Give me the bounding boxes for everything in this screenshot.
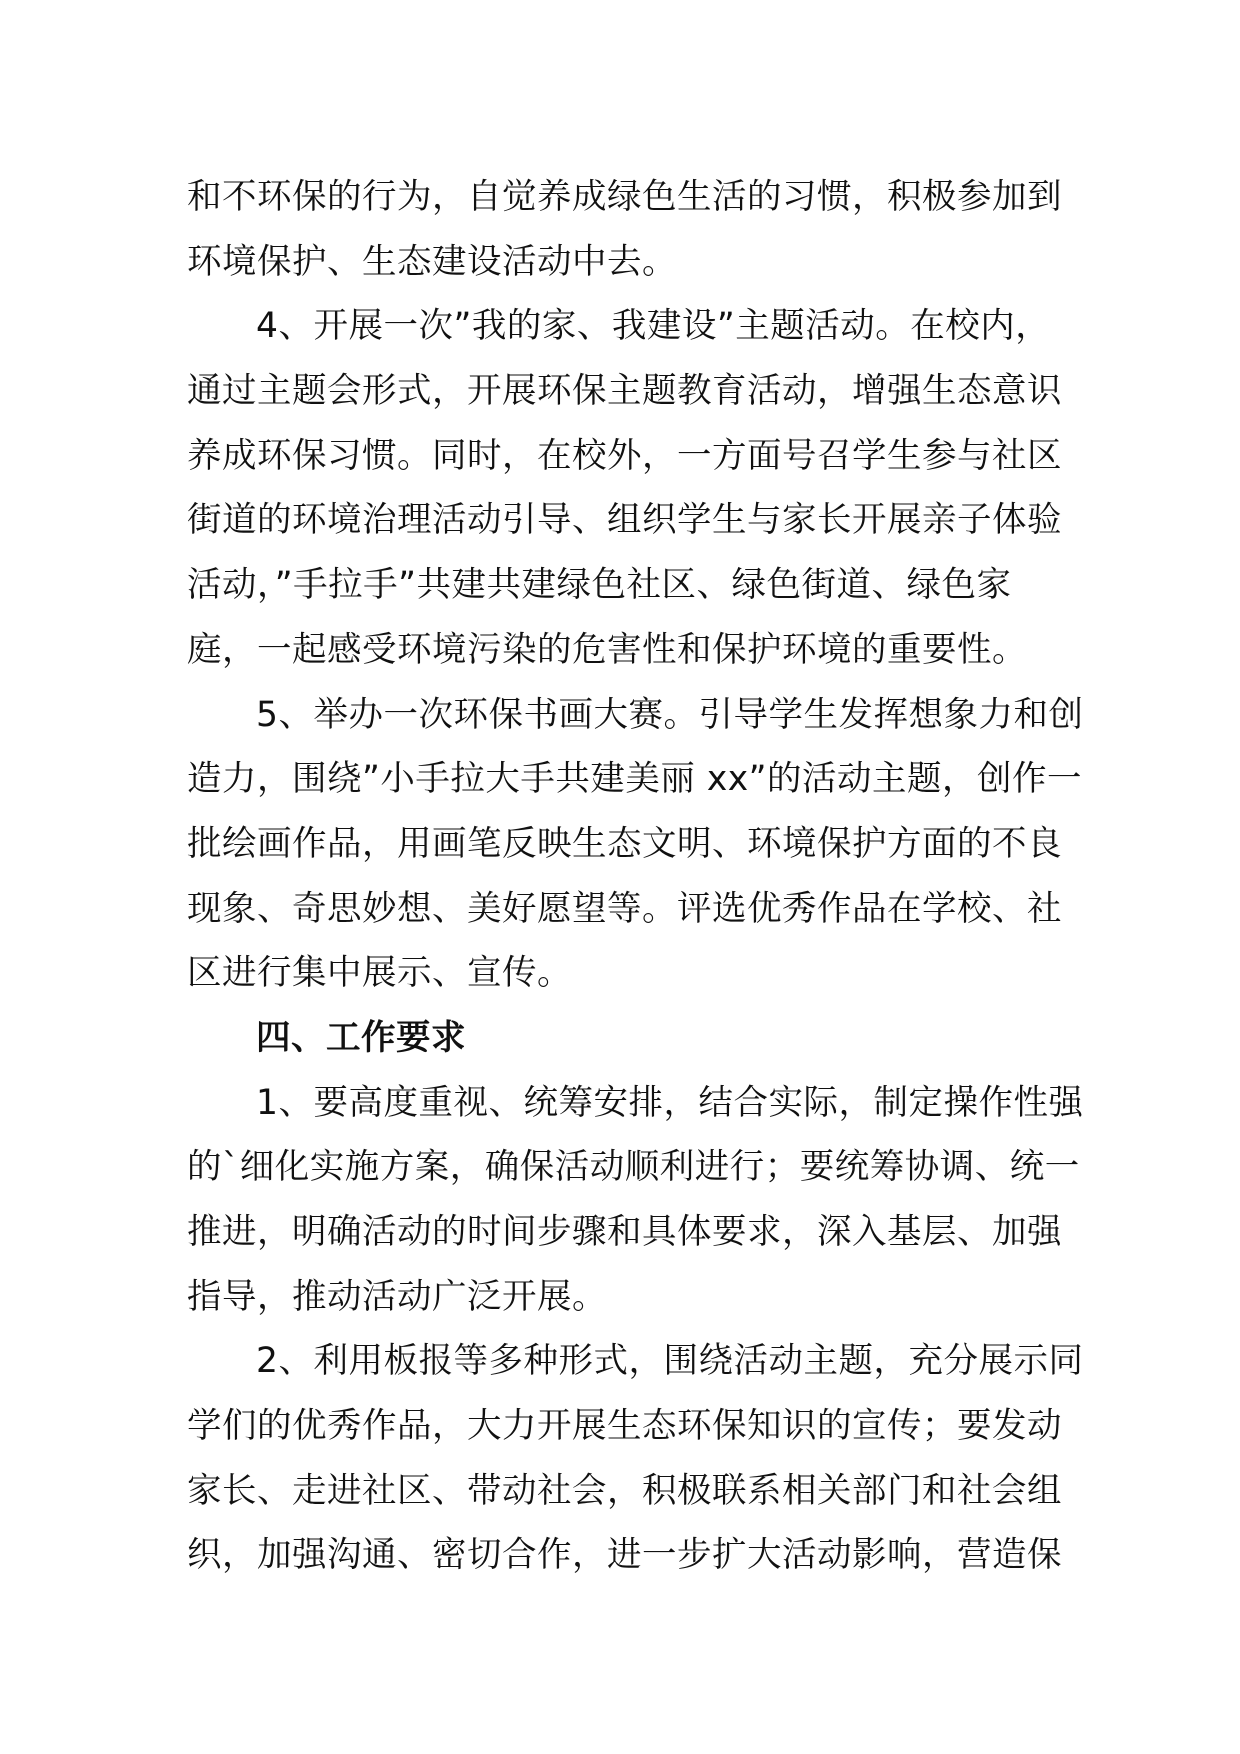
paragraph-line: 学们的优秀作品，大力开展生态环保知识的宣传；要发动: [187, 1406, 1062, 1447]
paragraph-line: 养成环保习惯。同时，在校外，一方面号召学生参与社区: [187, 435, 1062, 476]
paragraph-line: 现象、奇思妙想、美好愿望等。评选优秀作品在学校、社: [187, 888, 1062, 929]
paragraph-line: 区进行集中展示、宣传。: [187, 953, 572, 994]
paragraph-line: 4、开展一次”我的家、我建设”主题活动。在校内，: [256, 306, 1051, 347]
paragraph-line: 家长、走进社区、带动社会，积极联系相关部门和社会组: [187, 1470, 1062, 1511]
paragraph-line: 庭，一起感受环境污染的危害性和保护环境的重要性。: [187, 629, 1027, 670]
paragraph-line: 街道的环境治理活动引导、组织学生与家长开展亲子体验: [187, 500, 1062, 541]
paragraph-line: 5、举办一次环保书画大赛。引导学生发挥想象力和创: [256, 694, 1084, 735]
paragraph-line: 2、利用板报等多种形式，围绕活动主题，充分展示同: [256, 1341, 1084, 1382]
paragraph-line: 批绘画作品，用画笔反映生态文明、环境保护方面的不良: [187, 823, 1062, 864]
paragraph-line: 通过主题会形式，开展环保主题教育活动，增强生态意识: [187, 371, 1062, 412]
paragraph-line: 造力，围绕”小手拉大手共建美丽 xx”的活动主题，创作一: [187, 759, 1083, 800]
paragraph-line: 环境保护、生态建设活动中去。: [187, 241, 677, 282]
section-heading: 四、工作要求: [256, 1017, 466, 1058]
paragraph-line: 指导，推动活动广泛开展。: [187, 1276, 607, 1317]
paragraph-line: 推进，明确活动的时间步骤和具体要求，深入基层、加强: [187, 1212, 1062, 1252]
paragraph-line: 1、要高度重视、统筹安排，结合实际，制定操作性强: [256, 1082, 1084, 1123]
paragraph-line: 活动，”手拉手”共建共建绿色社区、绿色街道、绿色家: [187, 565, 1012, 606]
document-body: [187, 165, 1084, 1588]
paragraph-line: 的`细化实施方案，确保活动顺利进行；要统筹协调、统一: [187, 1147, 1080, 1188]
paragraph-line: 织，加强沟通、密切合作，进一步扩大活动影响，营造保: [187, 1535, 1062, 1576]
paragraph-line: 和不环保的行为，自觉养成绿色生活的习惯，积极参加到: [187, 177, 1062, 217]
